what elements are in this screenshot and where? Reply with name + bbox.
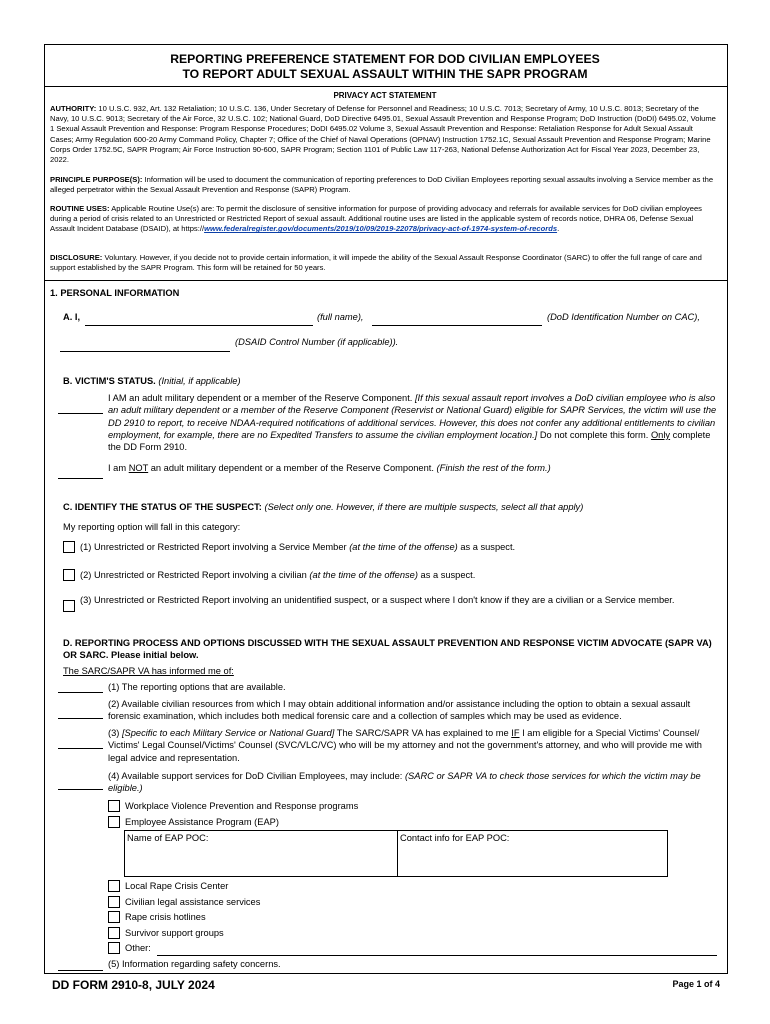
victim-status-option-1: I AM an adult military dependent or a member of the Reserve Component. [If this sexual assault report involves a DoD civilian employee who is also an adult military dependent or a member of the Reserve Component (Reservist or National Guard) eligible for SAPR Services, the victim will use the DD 2910 to report, to receive NDAA-required notifications of additional services. However, this does not confer any additional entitlements to civilian employment, for example, there are no Expedited Transfers to assume the civilian employment location.] Do not complete this form. Only complete the DD Form 2910.: [108, 393, 717, 453]
eap-contact-label: Contact info for EAP POC:: [400, 833, 510, 843]
dsaid-caption: (DSAID Control Number (if applicable)).: [235, 337, 399, 347]
initial-field-d1[interactable]: [58, 692, 103, 693]
rape-crisis-center-checkbox[interactable]: [108, 880, 120, 892]
legal-assistance-checkbox[interactable]: [108, 896, 120, 908]
suspect-intro: My reporting option will fall in this category:: [63, 522, 241, 532]
disclosure-paragraph: DISCLOSURE: Voluntary. However, if you decide not to provide certain information, it will impede the ability of the Sexual Assault Response Coordinator (SARC) to offer the full range of care and support established by the SAPR Program. This form will be retained for 50 years.: [50, 253, 702, 273]
form-title-line2: TO REPORT ADULT SEXUAL ASSAULT WITHIN THE SAPR PROGRAM: [182, 67, 588, 81]
full-name-caption: (full name),: [317, 312, 364, 322]
service-survivor-support: Survivor support groups: [125, 928, 224, 938]
eap-contact-field[interactable]: [397, 830, 668, 877]
initial-field-d4[interactable]: [58, 789, 103, 790]
item-a-label: A. I,: [63, 312, 81, 322]
other-service-field[interactable]: [157, 955, 717, 956]
eap-name-field[interactable]: [124, 830, 398, 877]
service-other-label: Other:: [125, 943, 151, 953]
victim-status-heading: B. VICTIM'S STATUS. (Initial, if applicable): [63, 376, 241, 386]
victim-status-option-2: I am NOT an adult military dependent or a member of the Reserve Component. (Finish the rest of the form.): [108, 463, 551, 473]
divider: [44, 280, 728, 281]
service-rape-crisis-center: Local Rape Crisis Center: [125, 881, 229, 891]
workplace-violence-checkbox[interactable]: [108, 800, 120, 812]
suspect-unidentified-checkbox[interactable]: [63, 600, 75, 612]
full-name-field[interactable]: [85, 325, 313, 326]
other-service-checkbox[interactable]: [108, 942, 120, 954]
authority-paragraph: AUTHORITY: 10 U.S.C. 932, Art. 132 Retaliation; 10 U.S.C. 136, Under Secretary of Defense for Personnel and Readiness; 10 U.S.C. 7013; Secretary of Army, 10 U.S.C. 8013; Secretary of the Navy, 10 U.S.C. 9013; Secretary of the Air Force, 32 U.S.C. 102; National Guard, DoD Directive 6495.01, Sexual Assault Prevention and Response Program; DoD Instruction (DoDI) 6495.02, Volume 1 Sexual Assault Prevention and Response: Program Response Procedures; DoDI 6495.02 Volume 3, Sexual Assault Prevention and Response: Retaliation Response for Adult Sexual Assault Cases; Army Regulation 600-20 Army Command Policy, Chapter 7; Office of the Chief of Naval Operations (OPNAV) Instruction 1752.1C, Sexual Assault Prevention and Response Program; Marine Corps Order 1752.5C, SAPR Program; Air Force Instruction 90-600, SAPR Program; Section 1101 of Public Law 117-263, National Defense Authorization Act for Fiscal Year 2023, December 23, 2022.: [50, 104, 716, 165]
dod-id-caption: (DoD Identification Number on CAC),: [547, 312, 700, 322]
suspect-service-member-checkbox[interactable]: [63, 541, 75, 553]
privacy-heading: PRIVACY ACT STATEMENT: [333, 91, 437, 100]
service-eap: Employee Assistance Program (EAP): [125, 817, 279, 827]
suspect-option-2: (2) Unrestricted or Restricted Report involving a civilian (at the time of the offense) as a suspect.: [80, 570, 476, 580]
dod-id-field[interactable]: [372, 325, 542, 326]
initial-field-d5[interactable]: [58, 970, 103, 971]
purpose-paragraph: PRINCIPLE PURPOSE(S): Information will be used to document the communication of reporting preferences to DoD Civilian Employees reporting sexual assaults involving a Service member as the alleged perpetrator within the Sexual Assault Prevention and Response (SAPR) Program.: [50, 175, 714, 195]
eap-name-label: Name of EAP POC:: [127, 833, 209, 843]
suspect-option-1: (1) Unrestricted or Restricted Report involving a Service Member (at the time of the offense) as a suspect.: [80, 542, 516, 552]
process-item-4: (4) Available support services for DoD Civilian Employees, may include: (SARC or SAPR VA to check those services for which the victim may be eligible.): [108, 771, 701, 794]
initial-field-b1[interactable]: [58, 413, 103, 414]
service-rape-crisis-hotlines: Rape crisis hotlines: [125, 912, 206, 922]
routine-uses-paragraph: ROUTINE USES: Applicable Routine Use(s) are: To permit the disclosure of sensitive information for purpose of providing advocacy and referrals for available services for DoD civilian employees during a period of crisis related to an Unrestricted or Restricted Report of sexual assault. Additional routine uses are listed in the applicable system of records notice, DHRA 06, Defense Sexual Assault Incident Database (DSAID), at https://www.federalregister.gov/documents/2019/10/09/2019-22078/privacy-act-of-1974-system-of-records.: [50, 204, 702, 234]
process-item-1: (1) The reporting options that are available.: [108, 682, 286, 692]
divider: [44, 86, 728, 87]
dsaid-field[interactable]: [60, 351, 230, 352]
survivor-support-checkbox[interactable]: [108, 927, 120, 939]
initial-field-b2[interactable]: [58, 478, 103, 479]
service-legal-assistance: Civilian legal assistance services: [125, 897, 261, 907]
initial-field-d3[interactable]: [58, 748, 103, 749]
federal-register-link[interactable]: www.federalregister.gov/documents/2019/10/09/2019-22078/privacy-act-of-1974-system-of-records: [204, 224, 558, 234]
rape-crisis-hotlines-checkbox[interactable]: [108, 911, 120, 923]
suspect-civilian-checkbox[interactable]: [63, 569, 75, 581]
initial-field-d2[interactable]: [58, 718, 103, 719]
suspect-option-3: (3) Unrestricted or Restricted Report involving an unidentified suspect, or a suspect where I don't know if they are a civilian or a Service member.: [80, 595, 675, 605]
form-title-line1: REPORTING PREFERENCE STATEMENT FOR DOD CIVILIAN EMPLOYEES: [170, 52, 600, 66]
process-item-2: (2) Available civilian resources from which I may obtain additional information and/or assistance including the option to obtain a sexual assault forensic examination, which includes both medical forensic care and a collection of samples which may be used as evidence.: [108, 699, 691, 722]
suspect-status-heading: C. IDENTIFY THE STATUS OF THE SUSPECT: (Select only one. However, if there are multiple suspects, select all that apply): [63, 502, 584, 512]
service-workplace-violence: Workplace Violence Prevention and Response programs: [125, 801, 359, 811]
section1-heading: 1. PERSONAL INFORMATION: [50, 288, 180, 298]
reporting-process-heading: D. REPORTING PROCESS AND OPTIONS DISCUSSED WITH THE SEXUAL ASSAULT PREVENTION AND RESPONSE VICTIM ADVOCATE (SAPR VA) OR SARC. Please initial below.: [63, 638, 712, 661]
reporting-process-intro: The SARC/SAPR VA has informed me of:: [63, 666, 234, 676]
form-identifier: DD FORM 2910-8, JULY 2024: [52, 978, 215, 992]
eap-checkbox[interactable]: [108, 816, 120, 828]
process-item-3: (3) [Specific to each Military Service or National Guard] The SARC/SAPR VA has explained to me IF I am eligible for a Special Victims' Counsel/ Victims' Legal Counsel/Victims' Counsel (SVC/VLC/VC) who will be my attorney and not the government's attorney, and who will provide me with legal advice and representation.: [108, 728, 702, 763]
page-number: Page 1 of 4: [672, 979, 720, 989]
process-item-5: (5) Information regarding safety concerns.: [108, 959, 281, 969]
